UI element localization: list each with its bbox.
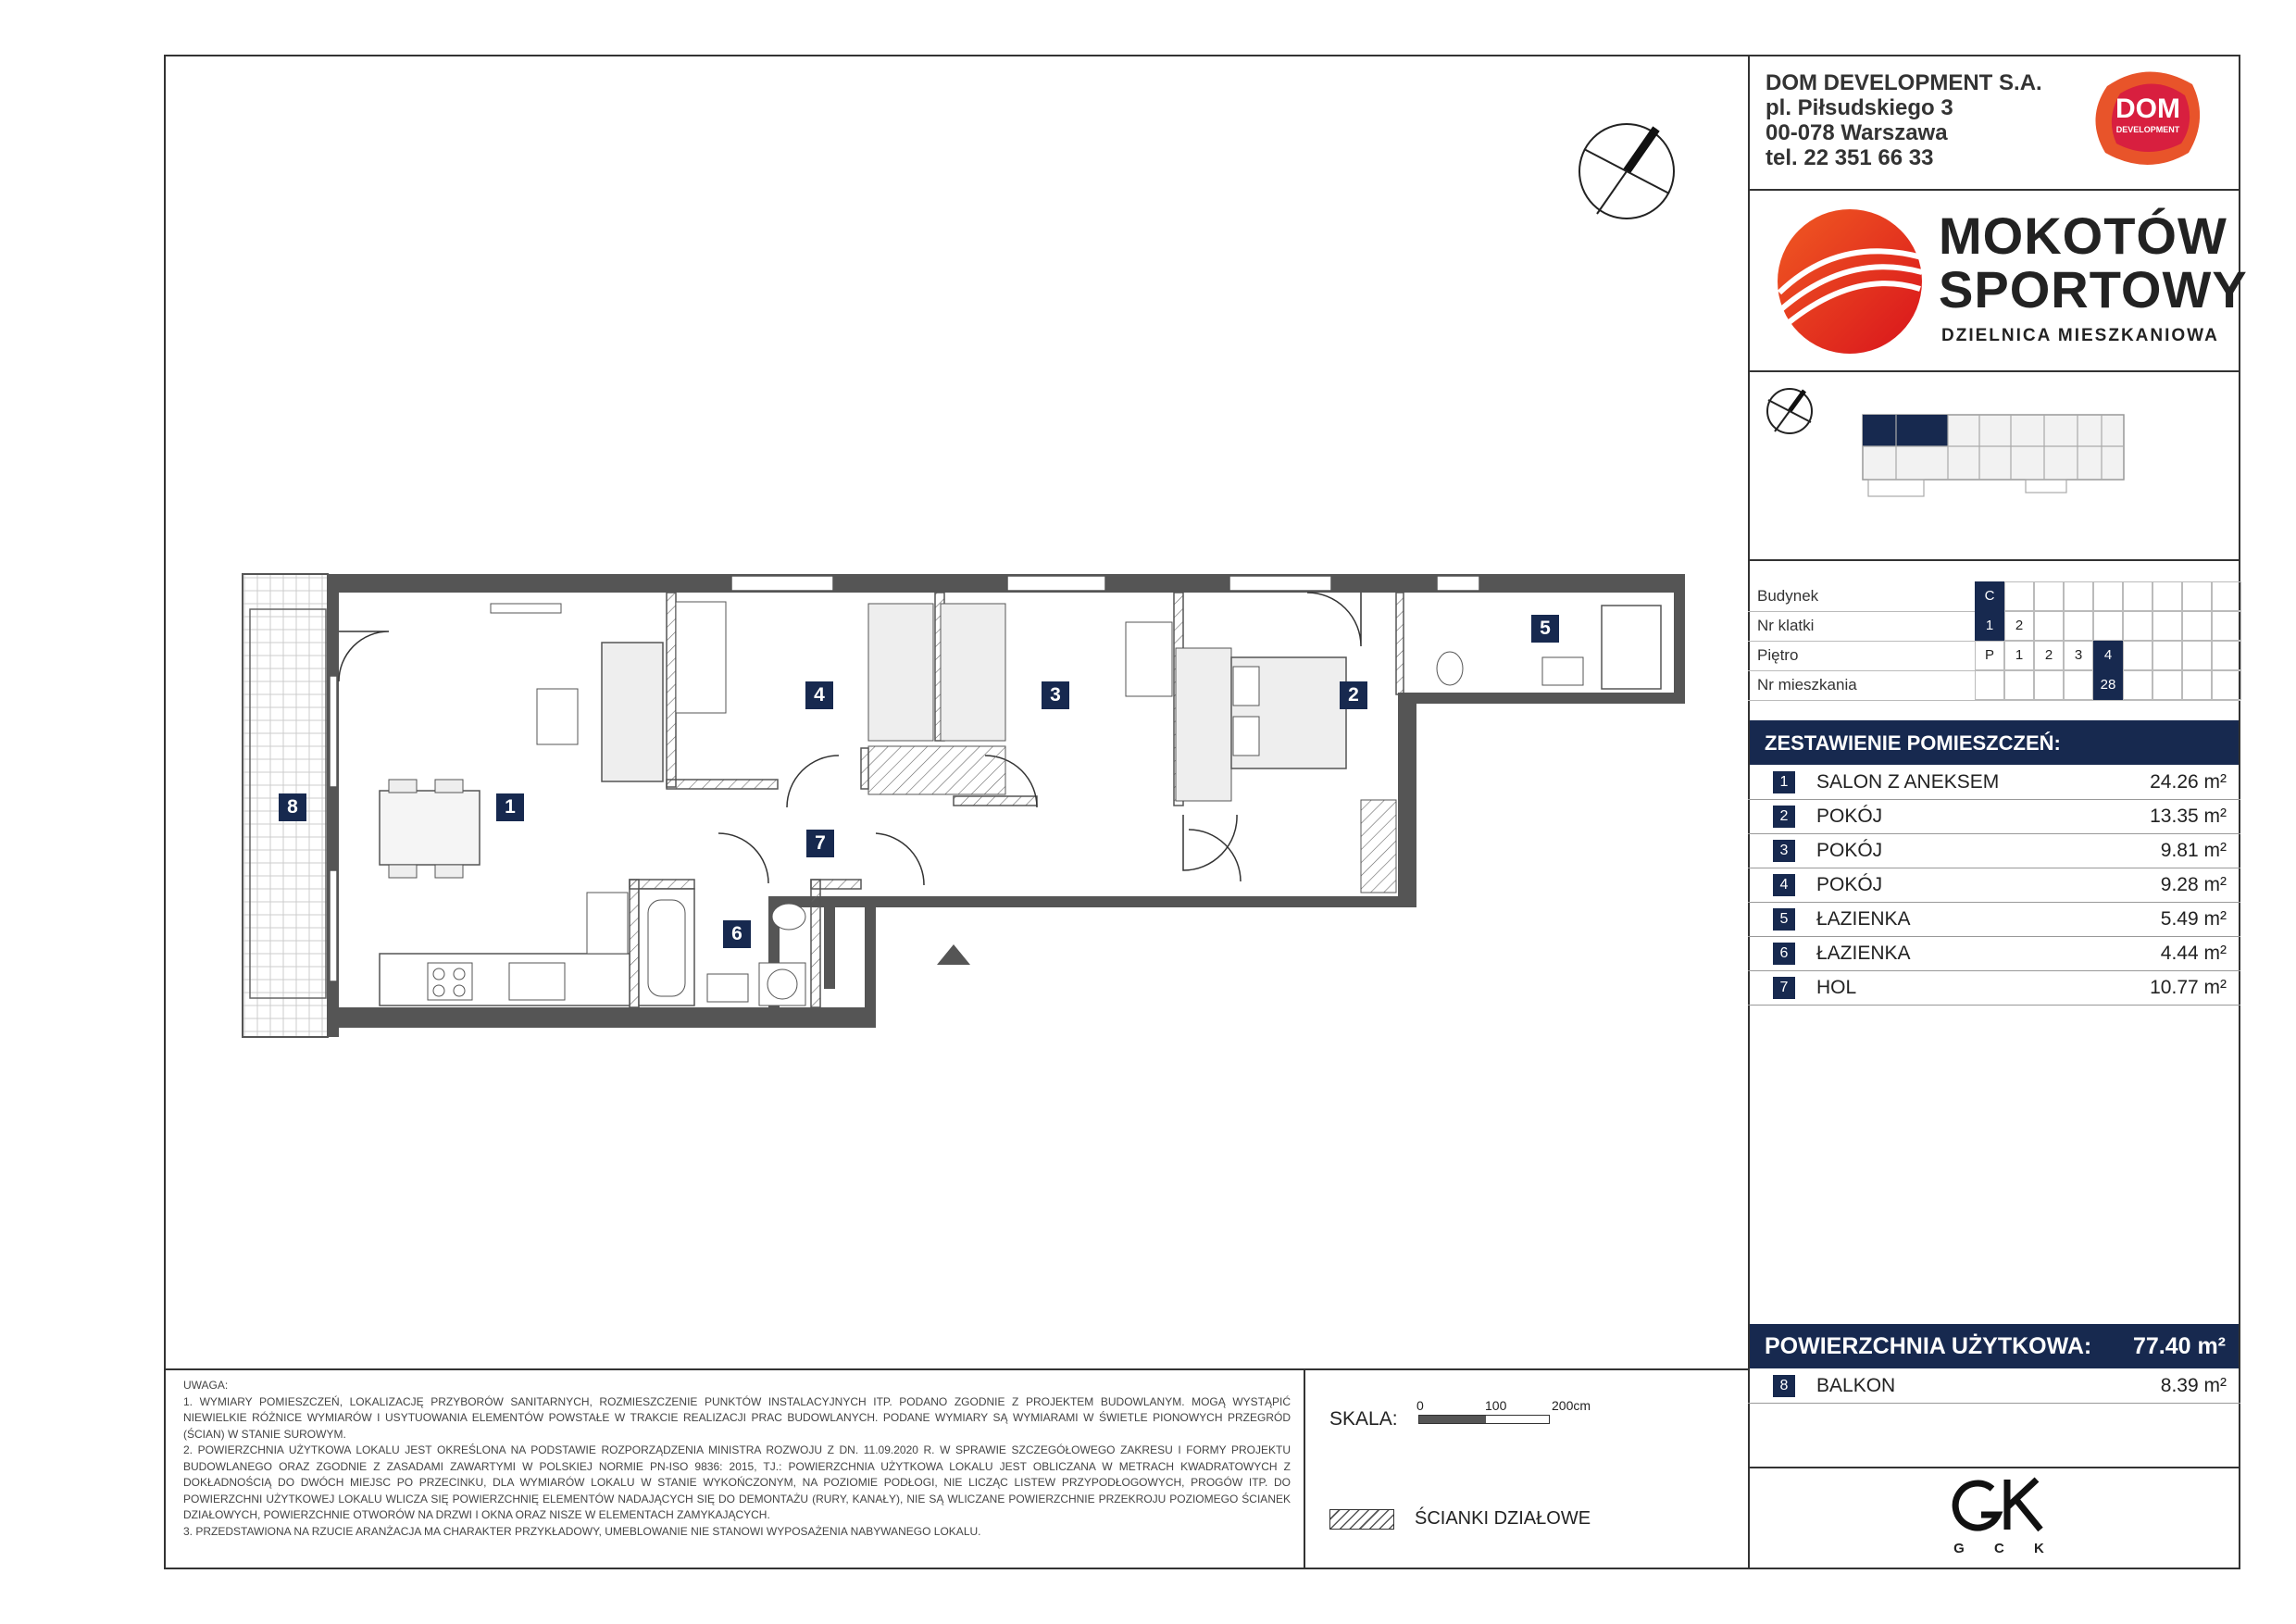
usable-area-value: 77.40 m²: [2132, 1333, 2226, 1359]
info-cell: 2: [2004, 611, 2034, 641]
room-number-badge: 4: [1773, 874, 1795, 896]
balcony-row: [1766, 1369, 2236, 1403]
notes-divider: [164, 1368, 1748, 1370]
plan-room-label: 1: [496, 793, 524, 821]
info-cell: [2152, 611, 2182, 641]
info-row-label: Nr mieszkania: [1757, 676, 1857, 693]
project-title: [1939, 206, 2248, 319]
company-street: pl. Piłsudskiego 3: [1766, 95, 1953, 120]
info-cell: [2064, 611, 2093, 641]
partition-legend-swatch: [1329, 1509, 1394, 1530]
info-cell: 4: [2093, 641, 2123, 670]
plan-room-label: 6: [723, 920, 751, 948]
info-cell: 1: [2004, 641, 2034, 670]
partition-legend-label: ŚCIANKI DZIAŁOWE: [1415, 1508, 1591, 1529]
info-cell: [2212, 611, 2241, 641]
info-cell: [2212, 581, 2241, 611]
info-cell: [2034, 611, 2064, 641]
dom-logo-subtext: DEVELOPMENT: [2115, 125, 2180, 134]
info-cell: [2182, 611, 2212, 641]
room-number-badge: 7: [1773, 977, 1795, 999]
compass-small-icon: [1766, 387, 1814, 435]
info-cell: [2182, 670, 2212, 700]
plan-room-label: 4: [805, 681, 833, 709]
plan-room-label: 7: [806, 830, 834, 857]
rooms-header-bar: [1750, 720, 2239, 765]
info-cell: [2152, 581, 2182, 611]
info-cell: [2093, 581, 2123, 611]
info-row-label: Budynek: [1757, 587, 1819, 605]
room-area: 5.49 m²: [2160, 908, 2227, 930]
plan-room-label: 2: [1340, 681, 1367, 709]
plan-room-label: 5: [1531, 615, 1559, 643]
info-cell: [2152, 641, 2182, 670]
room-row: [1766, 766, 2236, 799]
info-cell: [2093, 611, 2123, 641]
company-name: DOM DEVELOPMENT S.A.: [1766, 70, 2042, 95]
info-cell: C: [1975, 581, 2004, 611]
scale-bar: [1418, 1415, 1550, 1424]
floor-plan: [231, 565, 1694, 1046]
room-area: 10.77 m²: [2150, 977, 2227, 998]
room-area: 9.28 m²: [2160, 874, 2227, 895]
room-row: [1766, 903, 2236, 936]
notes-block: [183, 1378, 1291, 1540]
dom-development-logo: [2089, 68, 2207, 169]
info-cell: 3: [2064, 641, 2093, 670]
scale-tick-100: 100: [1485, 1398, 1507, 1413]
info-cell: [2064, 670, 2093, 700]
room-row: [1766, 868, 2236, 902]
room-area: 4.44 m²: [2160, 943, 2227, 964]
info-cell: [2212, 641, 2241, 670]
room-row: [1766, 971, 2236, 1005]
scale-label: SKALA:: [1329, 1408, 1398, 1430]
info-cell: [2034, 670, 2064, 700]
building-key-plan: [1859, 411, 2128, 504]
info-row-divider: [1748, 700, 2240, 701]
mokotow-sportowy-logo-mark: [1774, 207, 1926, 356]
usable-area-bar: [1750, 1324, 2239, 1368]
room-area: 13.35 m²: [2150, 806, 2227, 827]
room-row: [1766, 834, 2236, 868]
info-cell: [2004, 670, 2034, 700]
room-name: POKÓJ: [1816, 874, 1883, 895]
project-title-line2: SPORTOWY: [1939, 260, 2248, 319]
project-subtitle: DZIELNICA MIESZKANIOWA: [1941, 326, 2219, 345]
info-cell: 2: [2034, 641, 2064, 670]
plan-room-label: 8: [279, 793, 306, 821]
room-name: ŁAZIENKA: [1816, 908, 1911, 930]
notes-scale-divider: [1304, 1368, 1305, 1569]
room-row: [1766, 800, 2236, 833]
room-area: 8.39 m²: [2160, 1375, 2227, 1396]
panel-separator: [1748, 370, 2240, 372]
room-number-badge: 1: [1773, 771, 1795, 793]
note-item-3: 3. PRZEDSTAWIONA NA RZUCIE ARANŻACJA MA CHARAKTER PRZYKŁADOWY, UMEBLOWANIE NIE STANOWI WYPOSAŻENIA NABYWANEGO LOKALU.: [183, 1524, 981, 1538]
room-number-badge: 3: [1773, 840, 1795, 862]
panel-separator: [1748, 1467, 2240, 1468]
info-cell: 28: [2093, 670, 2123, 700]
company-phone: tel. 22 351 66 33: [1766, 145, 1934, 170]
info-cell: [1975, 670, 2004, 700]
room-name: POKÓJ: [1816, 840, 1883, 861]
panel-separator: [1748, 559, 2240, 561]
info-cell: P: [1975, 641, 2004, 670]
info-cell: [2064, 581, 2093, 611]
room-number-badge: 8: [1773, 1375, 1795, 1397]
info-row-label: Nr klatki: [1757, 617, 1815, 634]
usable-area-label: POWIERZCHNIA UŻYTKOWA:: [1765, 1333, 2092, 1359]
gck-letters: G C K: [1953, 1541, 2057, 1556]
company-city: 00-078 Warszawa: [1766, 120, 1948, 145]
notes-title: UWAGA:: [183, 1379, 229, 1392]
scale-tick-200: 200cm: [1552, 1398, 1591, 1413]
info-cell: [2182, 641, 2212, 670]
room-name: HOL: [1816, 977, 1857, 998]
plan-room-label: 3: [1042, 681, 1069, 709]
room-name: SALON Z ANEKSEM: [1816, 771, 2000, 793]
room-number-badge: 5: [1773, 908, 1795, 931]
room-area: 24.26 m²: [2150, 771, 2227, 793]
balcony-row-divider: [1748, 1403, 2240, 1404]
room-row-divider: [1748, 1005, 2240, 1006]
info-cell: [2123, 611, 2152, 641]
compass-icon: [1577, 121, 1677, 221]
room-name: ŁAZIENKA: [1816, 943, 1911, 964]
info-cell: [2212, 670, 2241, 700]
room-number-badge: 6: [1773, 943, 1795, 965]
rooms-header: ZESTAWIENIE POMIESZCZEŃ:: [1765, 731, 2061, 755]
info-row-label: Piętro: [1757, 646, 1799, 664]
info-cell: [2182, 581, 2212, 611]
scale-tick-0: 0: [1416, 1398, 1424, 1413]
info-cell: [2123, 641, 2152, 670]
project-title-line1: MOKOTÓW: [1939, 206, 2227, 265]
info-cell: [2004, 581, 2034, 611]
info-cell: [2034, 581, 2064, 611]
room-number-badge: 2: [1773, 806, 1795, 828]
gck-logo: [1944, 1476, 2065, 1559]
company-address: [1766, 70, 2042, 170]
info-cell: [2123, 581, 2152, 611]
room-row: [1766, 937, 2236, 970]
info-cell: [2152, 670, 2182, 700]
info-cell: [2123, 670, 2152, 700]
panel-separator: [1748, 189, 2240, 191]
room-area: 9.81 m²: [2160, 840, 2227, 861]
room-name: POKÓJ: [1816, 806, 1883, 827]
room-name: BALKON: [1816, 1375, 1896, 1396]
note-item-1: 1. WYMIARY POMIESZCZEŃ, LOKALIZACJĘ PRZYBORÓW SANITARNYCH, ROZMIESZCZENIE PUNKTÓW INSTALACYJNYCH ITP. PODANO ZGODNIE Z PROJEKTEM BUDOWLANYM. MOGĄ WYSTĄPIĆ NIEWIELKIE RÓŻNICE WYMIARÓW I USYTUOWANIA ELEMENTÓW POWSTAŁE W TRAKCIE REALIZACJI PRAC BUDOWLANYCH. PODANE WYMIARY SĄ WYMIARAMI W ŚWIETLE PIONOWYCH PRZEGRÓD (ŚCIAN) W STANIE SUROWYM.: [183, 1394, 1291, 1441]
info-cell: 1: [1975, 611, 2004, 641]
note-item-2: 2. POWIERZCHNIA UŻYTKOWA LOKALU JEST OKREŚLONA NA PODSTAWIE ROZPORZĄDZENIA MINISTRA ROZWOJU Z DN. 11.09.2020 R. W SPRAWIE SZCZEGÓŁOWEGO ZAKRESU I FORMY PROJEKTU BUDOWLANEGO ORAZ ZGODNIE Z ZASADAMI ZAWARTYMI W POLSKIEJ NORMIE PN-ISO 9836: 2015, TJ.: POWIERZCHNIA UŻYTKOWA LOKALU JEST OBLICZANA W METRACH KWADRATOWYCH Z DOKŁADNOŚCIĄ DO DWÓCH MIEJSC PO PRZECINKU, DLA WYMIARÓW LOKALU W STANIE WYKOŃCZONYM, NA POZIOMIE PODŁOGI, NIE LICZĄC LISTEW PRZYPODŁOGOWYCH, PROGÓW ITP. DO POWIERZCHNI UŻYTKOWEJ LOKALU WLICZA SIĘ POWIERZCHNIĘ ELEMENTÓW NADAJĄCYCH SIĘ DO DEMONTAŻU (RURY, KANAŁY), NIE SĄ WLICZANE POWIERZCHNIE PRZEKROJU POZIOMEGO ŚCIANEK DZIAŁOWYCH, POWIERZCHNIE OTWORÓW NA DRZWI I OKNA ORAZ NISZE W ELEMENTACH ZAMYKAJĄCYCH.: [183, 1443, 1291, 1521]
dom-logo-text: DOM: [2115, 94, 2180, 124]
